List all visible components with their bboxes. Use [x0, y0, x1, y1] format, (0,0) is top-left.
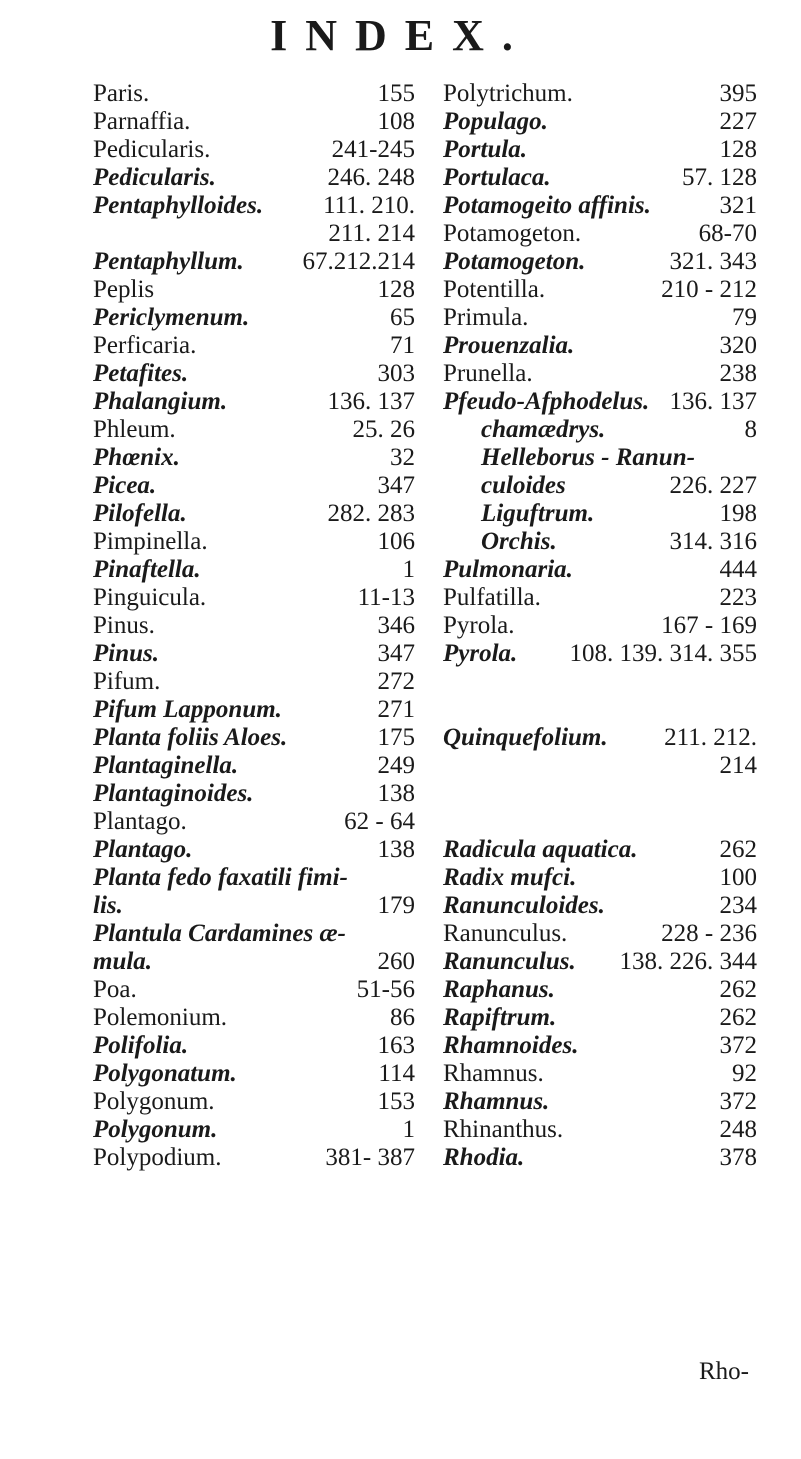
entry-pages: 346 — [377, 612, 415, 639]
index-entry — [443, 836, 757, 864]
index-entry — [93, 108, 415, 136]
entry-name: Portula. — [443, 136, 528, 163]
entry-name: Rapiftrum. — [443, 1004, 557, 1031]
entry-name: Pinus. — [93, 612, 155, 639]
index-entry — [443, 136, 757, 164]
entry-name: Peplis — [93, 276, 155, 303]
entry-pages: 378 — [719, 1144, 757, 1171]
index-entry — [93, 1116, 415, 1144]
entry-pages: 128 — [719, 136, 757, 163]
entry-pages: 211. 214 — [328, 220, 415, 247]
entry-name: Radicula aquatica. — [443, 836, 638, 863]
index-entry — [93, 220, 415, 248]
index-entry — [93, 416, 415, 444]
entry-name: Rhodia. — [443, 1144, 525, 1171]
index-entry — [93, 444, 415, 472]
entry-name: Polygonatum. — [93, 1060, 237, 1087]
entry-name: Planta fedo faxatili fimi- — [93, 864, 348, 891]
entry-name: Pulfatilla. — [443, 584, 541, 611]
entry-name: Perficaria. — [93, 332, 197, 359]
entry-pages: 62 - 64 — [344, 808, 415, 835]
entry-name: Pifum Lapponum. — [93, 696, 282, 723]
entry-pages: 246. 248 — [327, 164, 415, 191]
entry-name: Liguftrum. — [481, 500, 595, 527]
entry-name: Pentaphyllum. — [93, 248, 244, 275]
entry-name: Potamogeton. — [443, 248, 586, 275]
index-entry — [443, 276, 757, 304]
index-entry — [93, 836, 415, 864]
entry-name: Potentilla. — [443, 276, 546, 303]
entry-name: Pyrola. — [443, 612, 515, 639]
entry-name: Helleborus - Ranun- — [481, 444, 695, 471]
entry-name: Rhamnus. — [443, 1060, 544, 1087]
index-entry — [443, 1144, 757, 1172]
entry-pages: 372 — [719, 1032, 757, 1059]
index-entry — [93, 780, 415, 808]
entry-name: Pimpinella. — [93, 528, 208, 555]
entry-name: Polypodium. — [93, 1144, 222, 1171]
index-entry — [443, 304, 757, 332]
entry-pages: 79 — [732, 304, 757, 331]
index-entry — [93, 696, 415, 724]
entry-name: Pifum. — [93, 668, 161, 695]
index-entry — [443, 724, 757, 752]
entry-pages: 214 — [719, 752, 757, 779]
index-entry — [93, 332, 415, 360]
entry-pages: 303 — [377, 360, 415, 387]
index-entry — [443, 864, 757, 892]
entry-pages: 262 — [719, 976, 757, 1003]
entry-pages: 108 — [377, 108, 415, 135]
index-entry — [443, 976, 757, 1004]
entry-pages: 175 — [377, 724, 415, 751]
entry-name: Plantago. — [93, 808, 187, 835]
index-entry — [93, 920, 415, 948]
entry-pages: 238 — [719, 360, 757, 387]
entry-name: Ranunculus. — [443, 920, 568, 947]
entry-name: Petafites. — [93, 360, 189, 387]
entry-name: Populago. — [443, 108, 548, 135]
entry-name: mula. — [93, 948, 153, 975]
entry-pages: 71 — [390, 332, 415, 359]
entry-name: Plantaginoides. — [93, 780, 254, 807]
blank-line — [443, 808, 757, 836]
entry-pages: 128 — [377, 276, 415, 303]
entry-name: Quinquefolium. — [443, 724, 608, 751]
entry-name: Pinguicula. — [93, 584, 207, 611]
entry-pages: 57. 128 — [682, 164, 757, 191]
entry-name: Phleum. — [93, 416, 176, 443]
entry-pages: 248 — [719, 1116, 757, 1143]
entry-pages: 227 — [719, 108, 757, 135]
entry-pages: 262 — [719, 1004, 757, 1031]
entry-name: Rhinanthus. — [443, 1116, 564, 1143]
entry-pages: 92 — [732, 1060, 757, 1087]
index-entry — [93, 976, 415, 1004]
index-entry — [443, 752, 757, 780]
index-entry — [443, 416, 757, 444]
entry-name: Potamogeito affinis. — [443, 192, 651, 219]
entry-name: Pinaftella. — [93, 556, 201, 583]
index-entry — [443, 192, 757, 220]
entry-pages: 8 — [744, 416, 757, 443]
entry-name: Rhamnoides. — [443, 1032, 579, 1059]
entry-pages: 272 — [377, 668, 415, 695]
index-entry — [443, 444, 757, 472]
left-index-column — [93, 80, 415, 1172]
entry-pages: 11-13 — [357, 584, 415, 611]
index-entry — [443, 1032, 757, 1060]
index-entry — [443, 500, 757, 528]
right-index-column — [443, 80, 757, 1172]
index-entry — [93, 1004, 415, 1032]
entry-pages: 249 — [377, 752, 415, 779]
index-entry — [93, 864, 415, 892]
entry-pages: 262 — [719, 836, 757, 863]
entry-pages: 136. 137 — [669, 388, 757, 415]
index-entry — [93, 1032, 415, 1060]
entry-pages: 25. 26 — [352, 416, 415, 443]
index-entry — [93, 612, 415, 640]
index-entry — [93, 500, 415, 528]
index-entry — [443, 1088, 757, 1116]
entry-pages: 260 — [377, 948, 415, 975]
index-entry — [443, 892, 757, 920]
entry-pages: 226. 227 — [669, 472, 757, 499]
index-entry — [93, 556, 415, 584]
entry-name: Polifolia. — [93, 1032, 189, 1059]
index-entry — [93, 640, 415, 668]
entry-pages: 271 — [377, 696, 415, 723]
entry-name: Pyrola. — [443, 640, 518, 667]
index-entry — [443, 332, 757, 360]
entry-pages: 51-56 — [356, 976, 415, 1003]
blank-line — [443, 668, 757, 696]
index-entry — [93, 80, 415, 108]
index-entry — [443, 164, 757, 192]
entry-name: Potamogeton. — [443, 220, 582, 247]
entry-name: Orchis. — [481, 528, 557, 555]
entry-pages: 320 — [719, 332, 757, 359]
entry-pages: 138 — [377, 780, 415, 807]
entry-name: chamædrys. — [481, 416, 606, 443]
entry-pages: 444 — [719, 556, 757, 583]
entry-pages: 347 — [377, 472, 415, 499]
entry-pages: 241-245 — [331, 136, 415, 163]
entry-pages: 111. 210. — [323, 192, 415, 219]
entry-pages: 32 — [390, 444, 415, 471]
index-entry — [443, 360, 757, 388]
index-entry — [93, 192, 415, 220]
index-entry — [443, 584, 757, 612]
entry-pages: 321 — [719, 192, 757, 219]
entry-pages: 321. 343 — [669, 248, 757, 275]
entry-name: Pentaphylloides. — [93, 192, 264, 219]
entry-pages: 282. 283 — [327, 500, 415, 527]
index-entry — [93, 584, 415, 612]
index-entry — [93, 948, 415, 976]
catchword: Rho- — [699, 1358, 749, 1385]
entry-name: Polygonum. — [93, 1116, 218, 1143]
index-entry — [443, 528, 757, 556]
index-entry — [443, 640, 757, 668]
entry-pages: 381- 387 — [325, 1144, 415, 1171]
entry-name: Parnaffia. — [93, 108, 191, 135]
entry-pages: 395 — [719, 80, 757, 107]
entry-pages: 234 — [719, 892, 757, 919]
entry-pages: 65 — [390, 304, 415, 331]
entry-pages: 198 — [719, 500, 757, 527]
entry-name: Pulmonaria. — [443, 556, 573, 583]
entry-pages: 108. 139. 314. 355 — [569, 640, 757, 667]
entry-pages: 223 — [719, 584, 757, 611]
entry-pages: 100 — [719, 864, 757, 891]
entry-name: Pedicularis. — [93, 164, 216, 191]
entry-name: Polygonum. — [93, 1088, 215, 1115]
entry-name: Picea. — [93, 472, 157, 499]
entry-pages: 228 - 236 — [661, 920, 757, 947]
index-entry — [93, 136, 415, 164]
entry-pages: 67.212.214 — [302, 248, 415, 275]
page-title: INDEX. — [270, 11, 531, 60]
entry-name: Poa. — [93, 976, 137, 1003]
index-entry — [443, 108, 757, 136]
index-entry — [443, 1060, 757, 1088]
index-entry — [443, 220, 757, 248]
index-entry — [93, 724, 415, 752]
index-entry — [93, 668, 415, 696]
entry-pages: 106 — [377, 528, 415, 555]
index-entry — [443, 388, 757, 416]
entry-name: Primula. — [443, 304, 529, 331]
entry-pages: 155 — [377, 80, 415, 107]
entry-pages: 86 — [390, 1004, 415, 1031]
entry-name: Paris. — [93, 80, 150, 107]
index-entry — [93, 472, 415, 500]
index-entry — [93, 388, 415, 416]
entry-name: Ranunculus. — [443, 948, 576, 975]
index-entry — [93, 164, 415, 192]
entry-name: Phœnix. — [93, 444, 180, 471]
entry-name: culoides — [481, 472, 566, 499]
index-entry — [443, 1004, 757, 1032]
entry-name: Prunella. — [443, 360, 533, 387]
entry-name: Radix mufci. — [443, 864, 577, 891]
entry-name: Periclymenum. — [93, 304, 250, 331]
index-entry — [443, 472, 757, 500]
entry-pages: 68-70 — [698, 220, 757, 247]
entry-pages: 114 — [378, 1060, 415, 1087]
index-entry — [93, 360, 415, 388]
entry-pages: 167 - 169 — [661, 612, 757, 639]
entry-pages: 314. 316 — [669, 528, 757, 555]
index-entry — [443, 612, 757, 640]
index-entry — [443, 80, 757, 108]
entry-name: Plantago. — [93, 836, 193, 863]
entry-name: Portulaca. — [443, 164, 551, 191]
entry-name: Pedicularis. — [93, 136, 211, 163]
entry-name: Pfeudo-Afphodelus. — [443, 388, 650, 415]
index-entry — [443, 556, 757, 584]
entry-name: Prouenzalia. — [443, 332, 575, 359]
entry-name: Planta foliis Aloes. — [93, 724, 288, 751]
entry-name: Pinus. — [93, 640, 160, 667]
entry-name: Pilofella. — [93, 500, 187, 527]
blank-line — [443, 780, 757, 808]
blank-line — [443, 696, 757, 724]
entry-name: Polemonium. — [93, 1004, 228, 1031]
index-entry — [443, 248, 757, 276]
entry-pages: 179 — [377, 892, 415, 919]
entry-pages: 136. 137 — [327, 388, 415, 415]
entry-name: Polytrichum. — [443, 80, 573, 107]
index-entry — [93, 1060, 415, 1088]
index-entry — [93, 248, 415, 276]
index-entry — [93, 276, 415, 304]
index-entry — [443, 920, 757, 948]
entry-name: Plantaginella. — [93, 752, 239, 779]
entry-name: lis. — [93, 892, 123, 919]
entry-pages: 210 - 212 — [661, 276, 757, 303]
index-entry — [93, 752, 415, 780]
entry-pages: 153 — [377, 1088, 415, 1115]
entry-name: Rhamnus. — [443, 1088, 550, 1115]
entry-pages: 1 — [402, 1116, 415, 1143]
index-entry — [93, 528, 415, 556]
entry-pages: 347 — [377, 640, 415, 667]
entry-pages: 138. 226. 344 — [619, 948, 757, 975]
entry-pages: 1 — [402, 556, 415, 583]
index-entry — [93, 892, 415, 920]
entry-name: Plantula Cardamines æ- — [93, 920, 346, 947]
index-entry — [93, 1088, 415, 1116]
index-entry — [93, 304, 415, 332]
entry-name: Raphanus. — [443, 976, 555, 1003]
entry-pages: 138 — [377, 836, 415, 863]
entry-name: Ranunculoides. — [443, 892, 605, 919]
index-entry — [93, 1144, 415, 1172]
entry-pages: 163 — [377, 1032, 415, 1059]
index-entry — [443, 948, 757, 976]
entry-name: Phalangium. — [93, 388, 228, 415]
index-entry — [93, 808, 415, 836]
entry-pages: 372 — [719, 1088, 757, 1115]
index-entry — [443, 1116, 757, 1144]
entry-pages: 211. 212. — [664, 724, 757, 751]
